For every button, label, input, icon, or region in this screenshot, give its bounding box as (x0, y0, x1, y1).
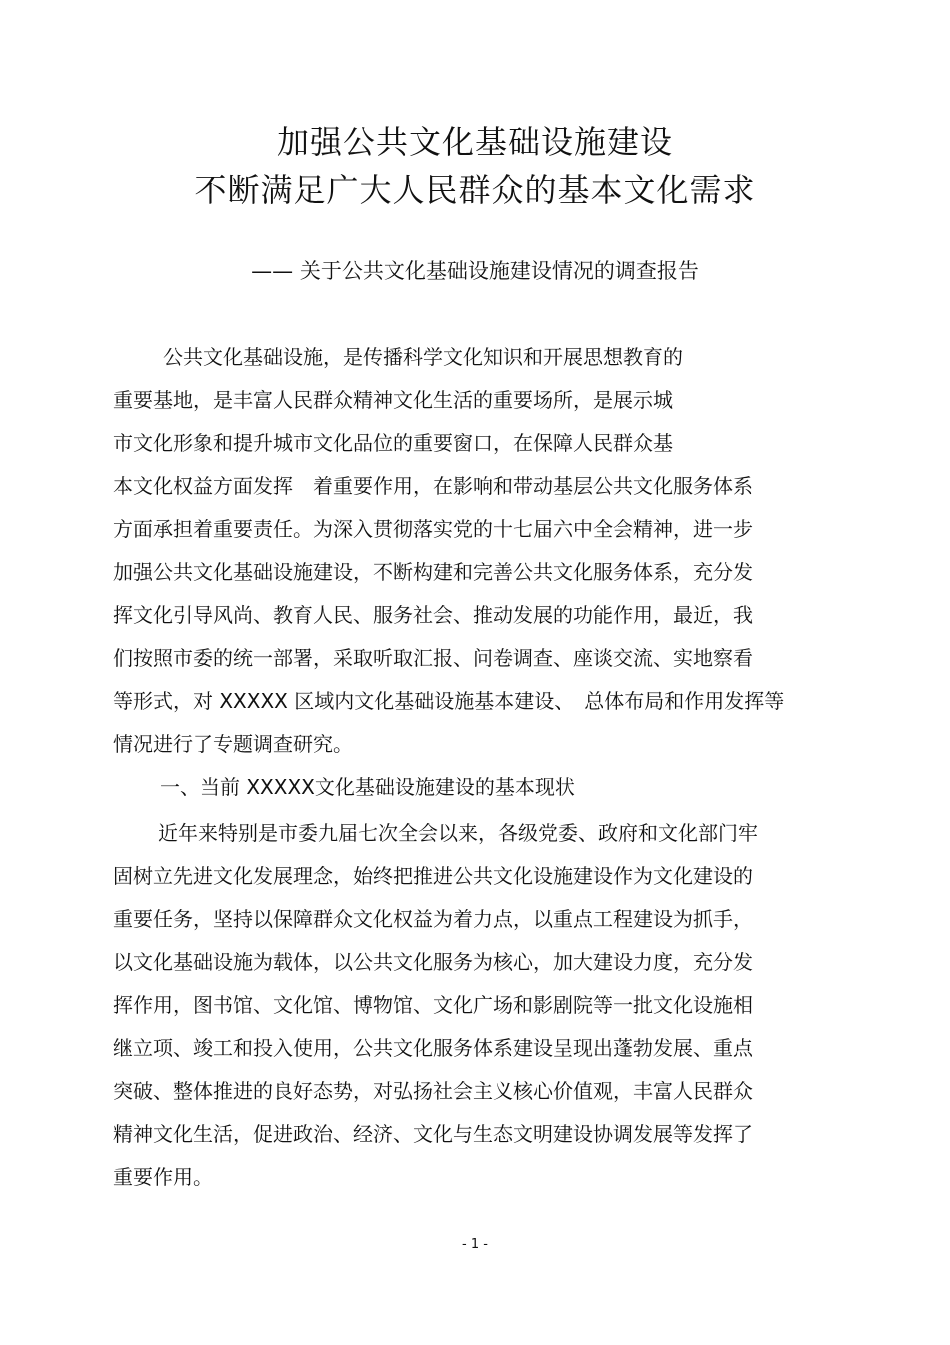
body-line-3: 市文化形象和提升城市文化品位的重要窗口，在保障人民群众基 (113, 431, 673, 455)
body-line-10: 情况进行了专题调查研究。 (113, 732, 353, 756)
body-line-18: 突破、整体推进的良好态势，对弘扬社会主义核心价值观，丰富人民群众 (113, 1079, 753, 1103)
body-line-9: 等形式，对 XXXXX 区域内文化基础设施基本建设、 总体布局和作用发挥等 (113, 689, 785, 713)
body-line-2: 重要基地，是丰富人民群众精神文化生活的重要场所，是展示城 (113, 388, 673, 412)
body-line-20: 重要作用。 (113, 1165, 213, 1189)
document-title-line-2: 不断满足广大人民群众的基本文化需求 (194, 171, 756, 209)
body-line-6: 加强公共文化基础设施建设，不断构建和完善公共文化服务体系，充分发 (113, 560, 753, 584)
body-line-15: 以文化基础设施为载体，以公共文化服务为核心，加大建设力度，充分发 (113, 950, 753, 974)
body-line-17: 继立项、竣工和投入使用，公共文化服务体系建设呈现出蓬勃发展、重点 (113, 1036, 753, 1060)
body-line-13: 固树立先进文化发展理念，始终把推进公共文化设施建设作为文化建设的 (113, 864, 753, 888)
body-line-12: 近年来特别是市委九届七次全会以来，各级党委、政府和文化部门牢 (158, 821, 758, 845)
body-line-19: 精神文化生活，促进政治、经济、文化与生态文明建设协调发展等发挥了 (113, 1122, 753, 1146)
body-line-16: 挥作用，图书馆、文化馆、博物馆、文化广场和影剧院等一批文化设施相 (113, 993, 753, 1017)
body-line-8: 们按照市委的统一部署，采取听取汇报、问卷调查、座谈交流、实地察看 (113, 646, 753, 670)
body-line-5: 方面承担着重要责任。为深入贯彻落实党的十七届六中全会精神，进一步 (113, 517, 753, 541)
body-line-7: 挥文化引导风尚、教育人民、服务社会、推动发展的功能作用，最近，我 (113, 603, 753, 627)
body-line-14: 重要任务，坚持以保障群众文化权益为着力点，以重点工程建设为抓手， (113, 907, 753, 931)
document-subtitle: —— 关于公共文化基础设施建设情况的调查报告 (251, 259, 699, 283)
body-line-1: 公共文化基础设施，是传播科学文化知识和开展思想教育的 (163, 345, 683, 369)
page-number: - 1 - (462, 1237, 488, 1252)
body-line-4: 本文化权益方面发挥 着重要作用，在影响和带动基层公共文化服务体系 (113, 474, 753, 498)
section-heading-1: 一、当前 XXXXX文化基础设施建设的基本现状 (160, 775, 575, 799)
document-title-line-1: 加强公共文化基础设施建设 (276, 123, 673, 161)
